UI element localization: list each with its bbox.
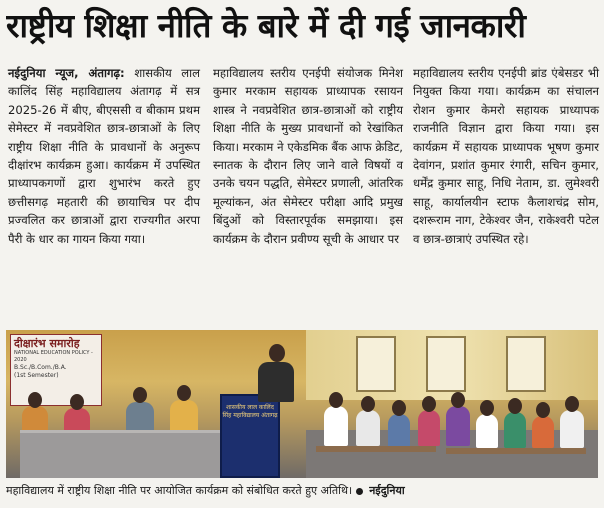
photo-window [426,336,466,392]
audience-head [392,400,406,416]
guest-head [70,394,84,410]
column-1-text: शासकीय लाल कालिंद सिंह महाविद्यालय अंतागढ़ में सत्र 2025-26 में बीए, बीएससी व बीकाम प्रथम सेमेस्टर में नवप्रवेशित छात्र-छात्राओं के लिए राष्ट्रीय शिक्षा नीति के प्रावधानों के अनुरूप दीक्षांरभ कार्यक्रम हुआ। कार्यक्रम में उपस्थित प्राध्यापकगणों द्वारा शुभारंभ करते हुए छत्तीसगढ़ महतारी की छायाचित्र पर दीप प्रज्वलित कर छात्राओं द्वारा राज्यगीत अरपा पैरी के धार का गायन किया गया। [8,66,201,246]
banner-subtitle: NATIONAL EDUCATION POLICY - 2020 [14,350,93,363]
audience-head [536,402,550,418]
audience-head [329,392,343,408]
audience-member [446,406,470,446]
speaker-head [269,344,285,362]
audience-head [451,392,465,408]
banner-courses: B.Sc./B.Com./B.A. [14,364,67,371]
audience-member [504,412,526,448]
photo-caption [6,480,598,502]
banner-semester: (1st Semester) [14,372,59,379]
audience-member [356,410,380,446]
desk [446,448,586,454]
desk [316,446,436,452]
audience-member [476,414,498,448]
guest-head [177,385,191,401]
audience-head [565,396,579,412]
article-column-1 [8,64,200,248]
audience-head [361,396,375,412]
banner-title: दीक्षारंभ समारोह [14,337,80,350]
event-photo [6,330,598,478]
guest-head [28,392,42,408]
audience-member [532,416,554,448]
caption-brand: नईदुनिया [369,484,405,497]
photo-window [506,336,546,392]
audience-member [560,410,584,448]
speaker [258,362,294,402]
audience-head [508,398,522,414]
podium: शासकीय लाल कालिंद सिंह महाविद्यालय अंतागढ़ [220,394,280,478]
photo-window [356,336,396,392]
audience-head [480,400,494,416]
column-3-text: महाविद्यालय स्तरीय एनईपी ब्रांड एंबेसडर भी नियुक्त किया गया। कार्यक्रम का संचालन रोशन कुमार केमरो सहायक प्राध्यापक राजनीति विज्ञान द्वारा किया गया। इस कार्यक्रम में सहायक प्राध्यापक भूषण कुमार देवांगन, प्रशांत कुमार रंगारी, सचिन कुमार, धर्मेंद्र कुमार साहू, निधि नेताम, डा. लुमेश्वरी साहू, कार्यालयीन स्टाफ कैलाशचंद्र सोम, दशरूराम नाग, टेकेश्वर जैन, राकेश्वरी पटेल व छात्र-छात्राएं उपस्थित रहे। [413,66,599,246]
stage-table [20,430,220,478]
dateline: नईदुनिया न्यूज, अंतागढ़: [8,66,125,80]
column-2-text: महाविद्यालय स्तरीय एनईपी संयोजक मिनेश कुमार मरकाम सहायक प्राध्यापक रसायन शास्त्र ने नवप्रवेशित छात्र-छात्राओं को राष्ट्रीय शिक्षा नीति के मुख्य प्रावधानों को रेखांकित किया। मरकाम ने एकेडमिक बैंक आफ क्रेडिट, स्नातक के दौरान लिए जाने वाले विषयों व उनके चयन पद्धति, सेमेस्टर प्रणाली, आंतरिक मूल्यांकन, अंत सेमेस्टर परीक्षा आदि प्रमुख बिंदुओं को विस्तारपूर्वक समझाया। इस कार्यक्रम के दौरान प्रवीण्य सूची के आधार पर [213,66,403,246]
brand-dot-icon [356,488,363,495]
article-column-3 [413,64,599,248]
caption-text: महाविद्यालय में राष्ट्रीय शिक्षा नीति पर आयोजित कार्यक्रम को संबोधित करते हुए अतिथि। [6,484,353,497]
article-column-2 [213,64,403,248]
audience-member [388,414,410,448]
audience-member [418,410,440,446]
guest-head [133,387,147,403]
event-banner [10,334,102,406]
audience-member [324,406,348,446]
audience-head [422,396,436,412]
headline: राष्ट्रीय शिक्षा नीति के बारे में दी गई जानकारी [6,6,526,45]
